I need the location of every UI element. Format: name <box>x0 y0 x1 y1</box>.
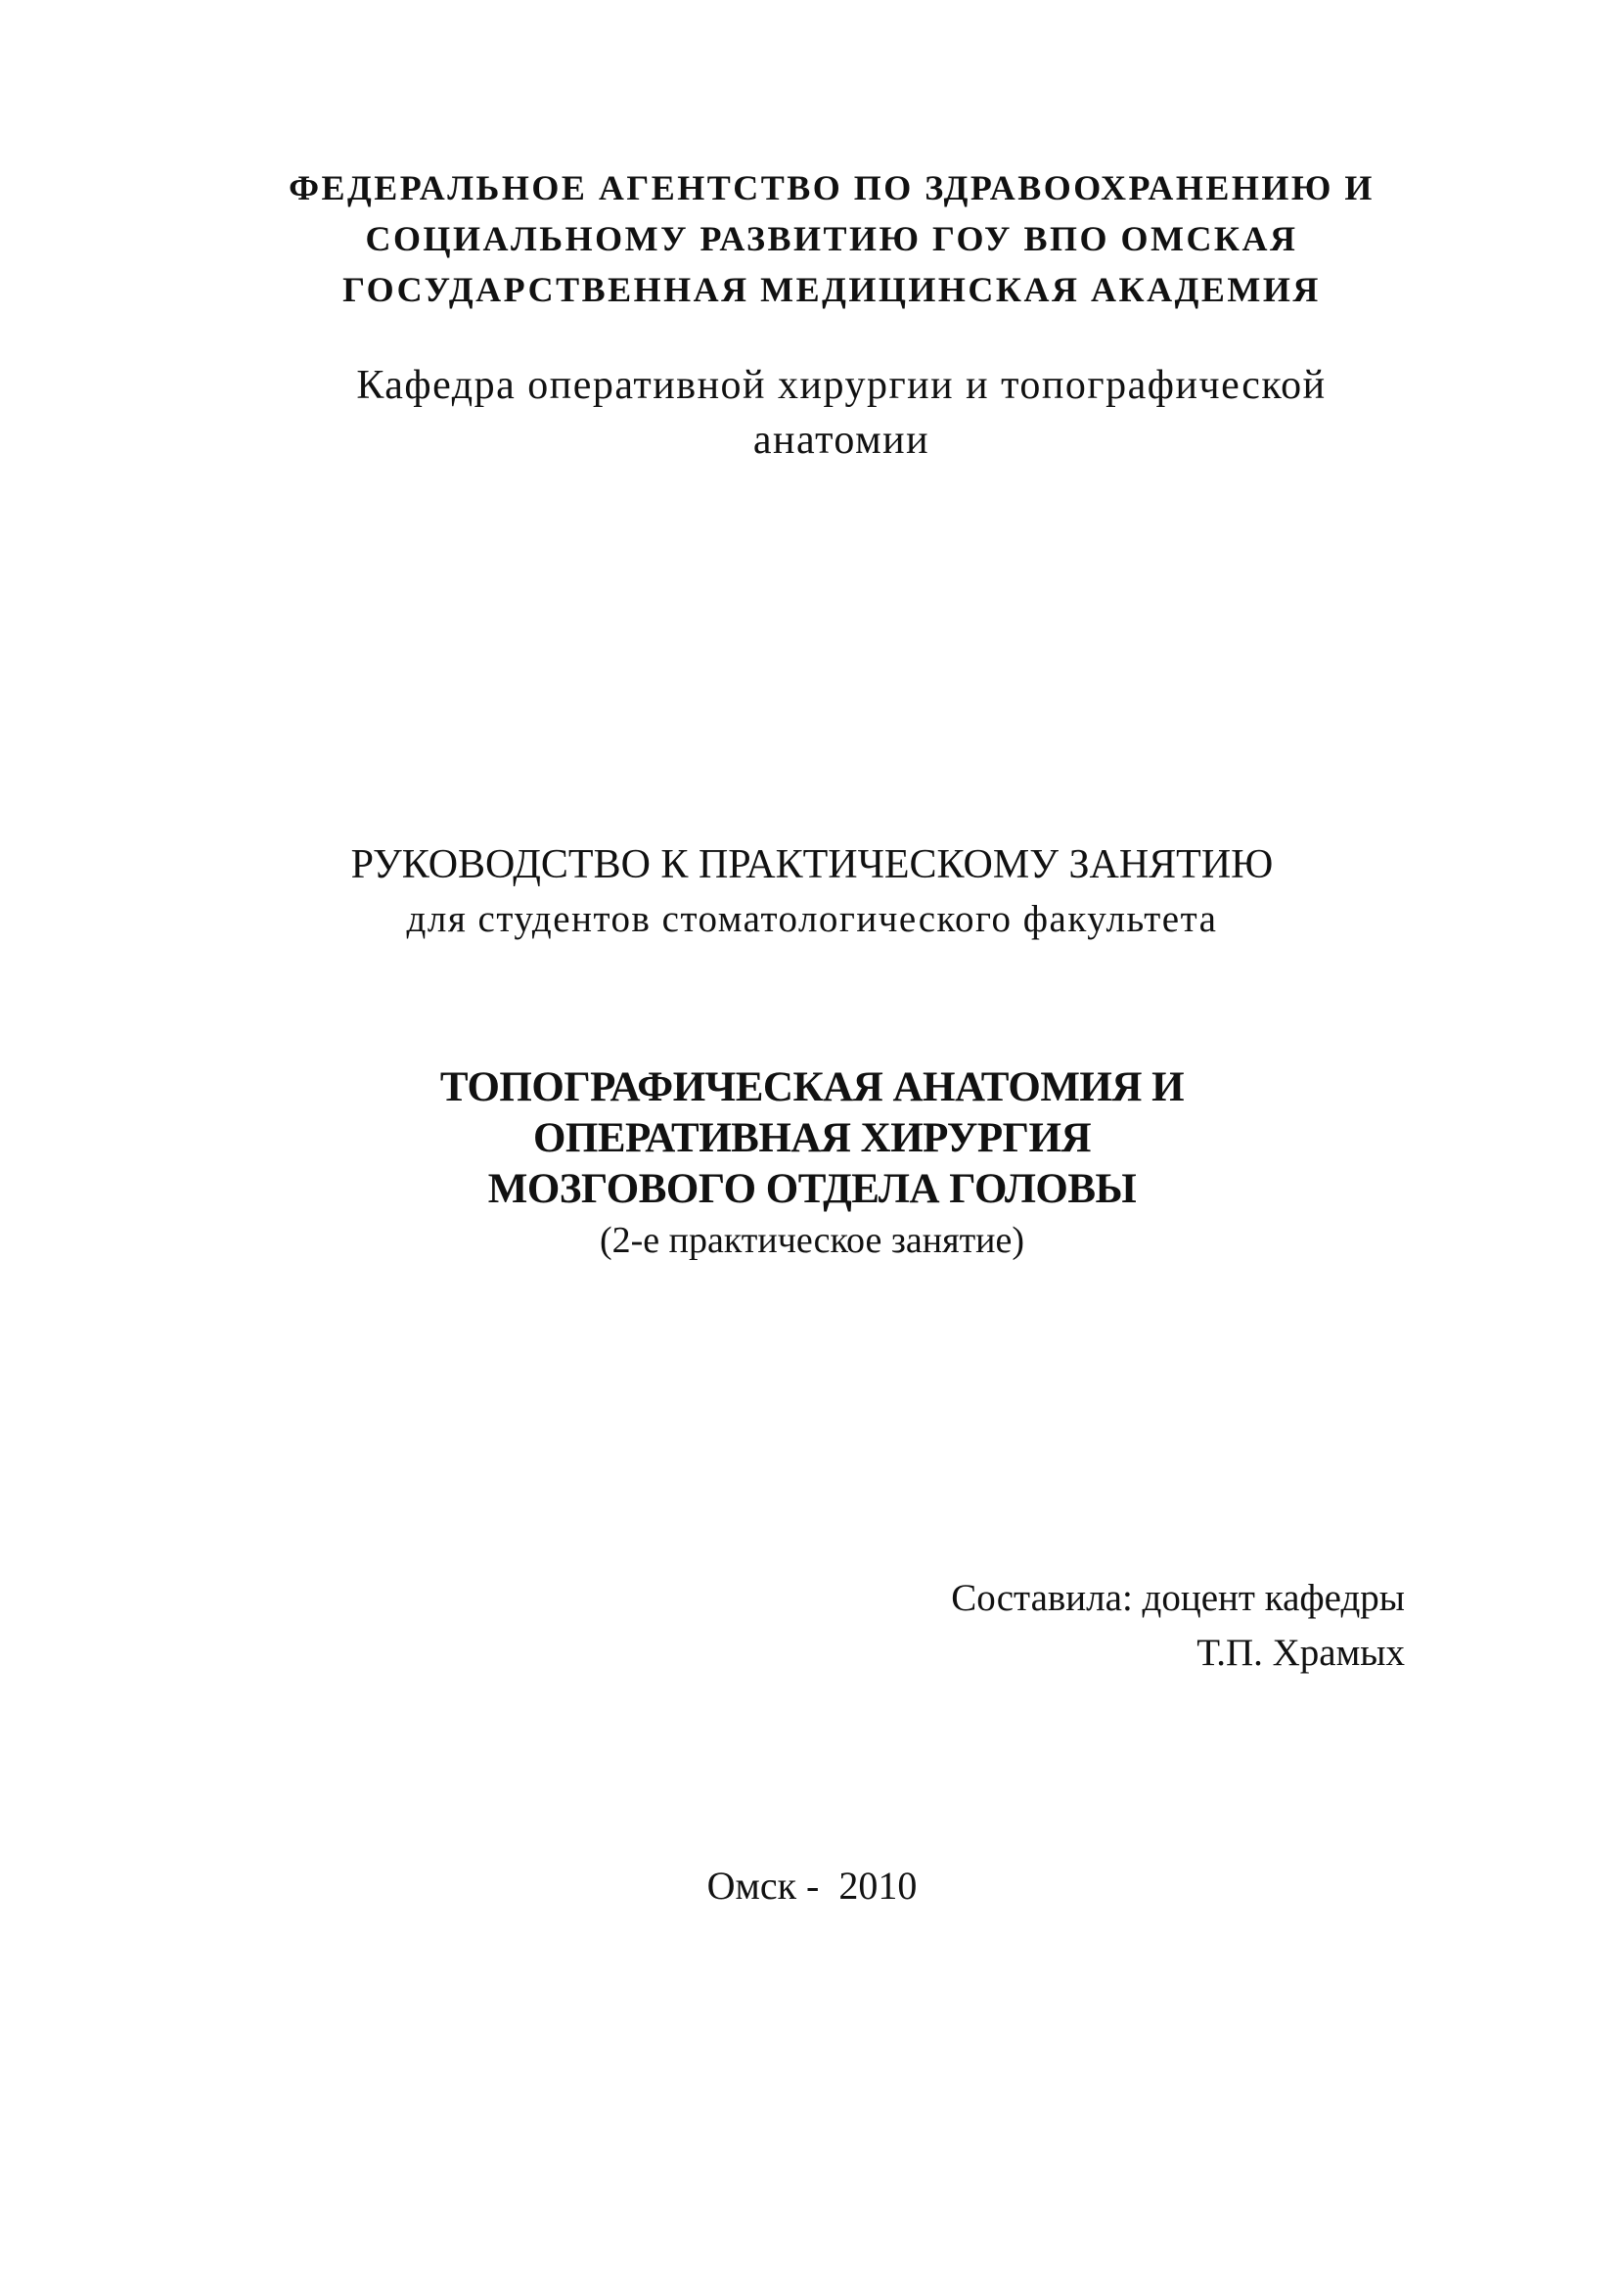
institution-line-3: ГОСУДАРСТВЕННАЯ МЕДИЦИНСКАЯ АКАДЕМИЯ <box>342 270 1321 309</box>
guide-audience: для студентов стоматологического факультета <box>406 898 1218 940</box>
institution-header <box>20 162 1624 315</box>
institution-line-2: СОЦИАЛЬНОМУ РАЗВИТИЮ ГОУ ВПО ОМСКАЯ <box>365 219 1298 258</box>
city-year: Омск - 2010 <box>706 1864 918 1908</box>
author-role: Составила: доцент кафедры <box>951 1577 1405 1619</box>
institution-line-1: ФЕДЕРАЛЬНОЕ АГЕНТСТВО ПО ЗДРАВООХРАНЕНИЮ И <box>289 168 1375 207</box>
department-name <box>29 358 1624 468</box>
department-line-1: Кафедра оперативной хирургии и топографической <box>356 363 1327 408</box>
topic-line-1: ТОПОГРАФИЧЕСКАЯ АНАТОМИЯ И <box>439 1064 1185 1110</box>
author-block <box>951 1571 1405 1681</box>
topic-title <box>0 1062 1624 1266</box>
topic-subtitle: (2-е практическое занятие) <box>599 1220 1025 1261</box>
department-line-2: анатомии <box>752 418 930 463</box>
guide-title: РУКОВОДСТВО К ПРАКТИЧЕСКОМУ ЗАНЯТИЮ <box>350 842 1274 887</box>
guide-heading <box>0 837 1624 947</box>
topic-line-3: МОЗГОВОГО ОТДЕЛА ГОЛОВЫ <box>487 1166 1137 1212</box>
topic-line-2: ОПЕРАТИВНАЯ ХИРУРГИЯ <box>532 1115 1092 1161</box>
author-name: Т.П. Храмых <box>1196 1632 1405 1674</box>
